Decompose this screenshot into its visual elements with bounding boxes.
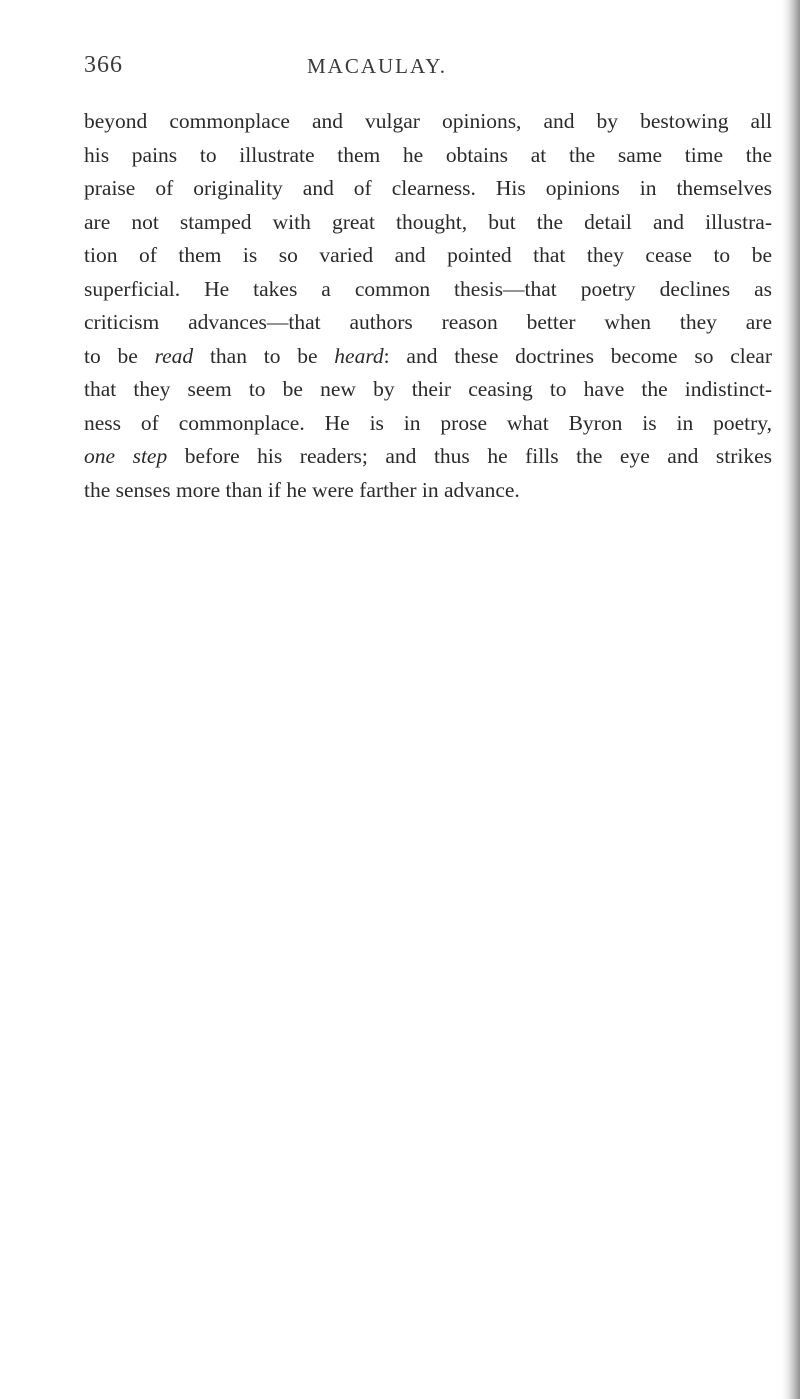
text-line-6: superficial. He takes a common thesis—that poetry declines as [84,276,772,301]
text-segment: than to be [193,343,335,368]
text-line-4: are not stamped with great thought, but the detail and illustra- [84,209,772,234]
text-line-2: his pains to illustrate them he obtains at the same time the [84,142,772,167]
text-segment: to be [84,343,155,368]
text-line-10: ness of commonplace. He is in prose what Byron is in poetry, [84,410,772,435]
italic-phrase-one-step: one step [84,444,168,468]
italic-word-heard: heard [334,343,384,368]
running-title: MACAULAY. [307,54,447,78]
body-paragraph [84,105,772,507]
text-line-3: praise of originality and of clearness. His opinions in themselves [84,176,772,200]
text-line-11 [84,440,772,474]
italic-word-read: read [154,343,194,368]
running-head [84,52,774,82]
text-line-1: beyond commonplace and vulgar opinions, and by bestowing all [84,109,772,133]
text-segment: : and these doctrines become so clear [383,343,772,368]
text-line-5: tion of them is so varied and pointed that they cease to be [84,243,772,267]
page-number: 366 [84,52,123,78]
text-line-12: the senses more than if he were farther in advance. [84,477,520,502]
text-segment: before his readers; and thus he fills the eye and strikes [167,444,772,468]
text-line-9: that they seem to be new by their ceasing to have the indistinct- [84,377,772,401]
text-line-7: criticism advances—that authors reason better when they are [84,310,772,334]
text-line-8 [84,340,772,374]
page-edge-shadow [782,0,800,1399]
